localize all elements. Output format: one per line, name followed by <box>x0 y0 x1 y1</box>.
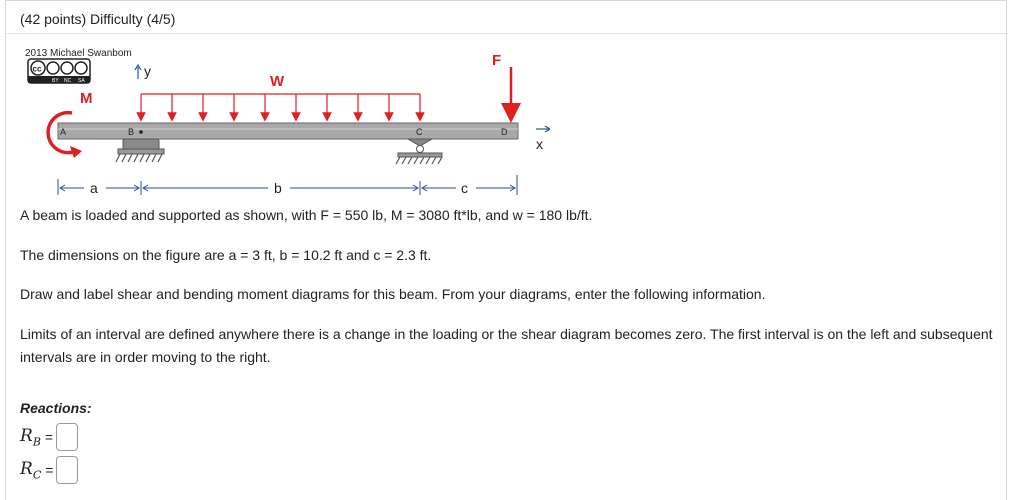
roller-support-c <box>396 139 442 164</box>
license-nc: NC <box>64 78 72 84</box>
pin-support-b <box>116 139 164 162</box>
reaction-b-input[interactable] <box>56 423 78 451</box>
distributed-load-arrows <box>141 94 420 117</box>
beam-figure <box>20 45 550 201</box>
reaction-b-label: $R_B$ <box>20 425 41 449</box>
figure-credit: 2013 Michael Swanbom <box>25 48 132 59</box>
svg-text:cc: cc <box>32 64 42 74</box>
reaction-c-input[interactable] <box>56 456 78 484</box>
instructions: Draw and label shear and bending moment diagrams for this beam. From your diagrams, enter the following information. <box>20 286 766 302</box>
distributed-load-label: W <box>270 73 285 90</box>
cc-license-icon <box>28 59 90 84</box>
reaction-c-equals: = <box>45 462 54 478</box>
reaction-c-row <box>20 454 78 486</box>
reaction-c-label: $R_C$ <box>20 458 42 482</box>
reactions-heading: Reactions: <box>20 400 92 416</box>
reaction-b-row <box>20 421 78 453</box>
dimension-a-label: a <box>90 180 98 196</box>
y-axis-label: y <box>144 63 151 79</box>
license-by: BY <box>52 78 59 84</box>
x-axis-label: x <box>536 136 543 152</box>
moment-label: M <box>80 90 93 107</box>
point-c-label: C <box>416 127 423 137</box>
dimension-b-label: b <box>274 180 282 196</box>
problem-statement: A beam is loaded and supported as shown, with F = 550 lb, M = 3080 ft*lb, and w = 180 lb/ft. <box>20 207 593 223</box>
question-title: (42 points) Difficulty (4/5) <box>20 11 176 27</box>
question-header <box>6 1 1008 34</box>
dimensions-statement: The dimensions on the figure are a = 3 ft, b = 10.2 ft and c = 2.3 ft. <box>20 247 432 263</box>
reaction-b-equals: = <box>44 429 54 445</box>
interval-definition: Limits of an interval are defined anywhere there is a change in the loading or the shear diagram becomes zero. The first interval is on the left and subsequent intervals are in order moving to the right. <box>20 326 993 365</box>
point-d-label: D <box>501 127 508 137</box>
license-sa: SA <box>78 78 85 84</box>
point-load-label: F <box>492 52 502 69</box>
beam <box>58 123 518 139</box>
point-a-label: A <box>60 127 67 137</box>
dimension-c-label: c <box>461 180 468 196</box>
dimension-lines <box>58 175 517 195</box>
point-b-label: B <box>128 127 135 137</box>
question-card <box>5 0 1007 500</box>
